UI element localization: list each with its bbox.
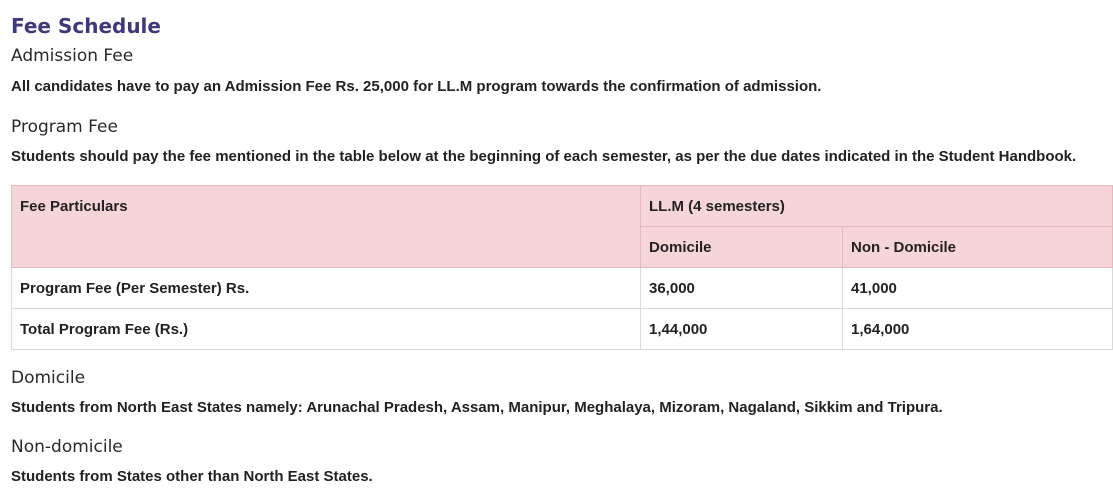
row-label: Program Fee (Per Semester) Rs.	[12, 268, 641, 309]
row-domicile-value: 36,000	[641, 268, 843, 309]
non-domicile-heading: Non-domicile	[11, 437, 123, 457]
page-title: Fee Schedule	[11, 14, 161, 38]
header-non-domicile: Non - Domicile	[843, 227, 1113, 268]
header-fee-particulars: Fee Particulars	[12, 186, 641, 268]
row-non-domicile-value: 1,64,000	[843, 309, 1113, 350]
row-non-domicile-value: 41,000	[843, 268, 1113, 309]
domicile-text: Students from North East States namely: Arunachal Pradesh, Assam, Manipur, Meghalaya, Mizoram, Nagaland, Sikkim and Tripura.	[11, 399, 943, 416]
header-program: LL.M (4 semesters)	[641, 186, 1113, 227]
fee-schedule-section	[11, 0, 1113, 485]
header-domicile: Domicile	[641, 227, 843, 268]
row-label: Total Program Fee (Rs.)	[12, 309, 641, 350]
fee-table	[11, 185, 1113, 350]
table-row	[12, 309, 1113, 350]
row-domicile-value: 1,44,000	[641, 309, 843, 350]
program-fee-text: Students should pay the fee mentioned in the table below at the beginning of each semester, as per the due dates indicated in the Student Handbook.	[11, 148, 1077, 165]
admission-fee-text: All candidates have to pay an Admission Fee Rs. 25,000 for LL.M program towards the confirmation of admission.	[11, 78, 822, 95]
domicile-heading: Domicile	[11, 368, 86, 388]
table-header-row	[12, 186, 1113, 227]
admission-fee-heading: Admission Fee	[11, 46, 134, 66]
non-domicile-text: Students from States other than North East States.	[11, 468, 373, 485]
table-row	[12, 268, 1113, 309]
program-fee-heading: Program Fee	[11, 117, 118, 137]
